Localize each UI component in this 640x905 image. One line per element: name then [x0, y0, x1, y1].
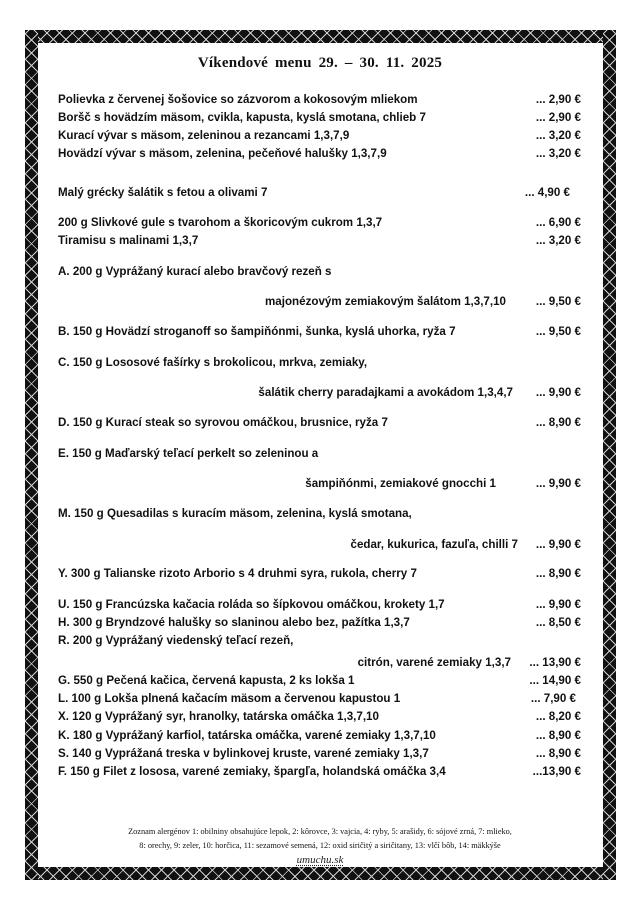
item-name: Boršč s hovädzím mäsom, cvikla, kapusta, kyslá smotana, chlieb 7: [58, 111, 426, 124]
menu-item-main-a: [58, 264, 586, 280]
item-name: Kurací vývar s mäsom, zeleninou a rezancami 1,3,7,9: [58, 129, 350, 142]
menu-item-main-e: [58, 446, 586, 462]
menu-item-special-g: [58, 673, 586, 689]
item-name-cont: šampiňónmi, zemiakové gnocchi 1: [305, 477, 496, 490]
menu-item-special-l: [58, 691, 586, 707]
menu-item-main-c: [58, 355, 586, 371]
item-price: ... 9,90 €: [535, 386, 581, 399]
menu-item-main-a-cont: [58, 294, 586, 310]
item-price: ... 2,90 €: [535, 111, 581, 124]
item-name: H. 300 g Bryndzové halušky so slaninou alebo bez, pažítka 1,3,7: [58, 616, 410, 629]
item-price: ... 9,90 €: [535, 538, 581, 551]
item-name: E. 150 g Maďarský teľací perkelt so zeleninou a: [58, 447, 319, 460]
menu-item-main-b: [58, 324, 586, 340]
item-price: ... 13,90 €: [529, 656, 581, 669]
item-name: K. 180 g Vyprážaný karfiol, tatárska omáčka, varené zemiaky 1,3,7,10: [58, 729, 436, 742]
item-name-cont: majonézovým zemiakovým šalátom 1,3,7,10: [264, 295, 506, 308]
item-name: Y. 300 g Talianske rizoto Arborio s 4 druhmi syra, rukola, cherry 7: [58, 567, 417, 580]
item-name: B. 150 g Hovädzí stroganoff so šampiňónmi, šunka, kyslá uhorka, ryža 7: [58, 325, 456, 338]
menu-item-special-s: [58, 746, 586, 762]
item-name: Tiramisu s malinami 1,3,7: [58, 234, 199, 247]
menu-item-special-k: [58, 728, 586, 744]
item-price: ... 8,50 €: [535, 616, 581, 629]
item-name-cont: citrón, varené zemiaky 1,3,7: [357, 656, 511, 669]
item-price: ... 9,50 €: [535, 295, 581, 308]
item-name: D. 150 g Kurací steak so syrovou omáčkou, brusnice, ryža 7: [58, 416, 388, 429]
item-name: G. 550 g Pečená kačica, červená kapusta, 2 ks lokša 1: [58, 674, 355, 687]
item-name: F. 150 g Filet z lososa, varené zemiaky, špargľa, holandská omáčka 3,4: [58, 765, 446, 778]
item-price: ... 3,20 €: [535, 147, 581, 160]
item-price: ...13,90 €: [532, 765, 581, 778]
menu-item-special-r: [58, 633, 586, 649]
item-name-cont: čedar, kukurica, fazuľa, chilli 7: [350, 538, 518, 551]
footer: [30, 825, 610, 868]
item-price: ... 9,50 €: [535, 325, 581, 338]
item-price: ... 9,90 €: [535, 477, 581, 490]
item-name: M. 150 g Quesadilas s kuracím mäsom, zelenina, kyslá smotana,: [58, 507, 412, 520]
menu-item-main-y: [58, 566, 586, 582]
item-price: ... 8,90 €: [535, 747, 581, 760]
menu-item-special-u: [58, 597, 586, 613]
allergens-line-2: 8: orechy, 9: zeler, 10: horčica, 11: sezamové semená, 12: oxid siričitý a siričitany, 13: vlčí bôb, 14: mäkkýše: [139, 841, 501, 850]
allergens-line-1: Zoznam alergénov 1: obilniny obsahujúce lepok, 2: kôrovce, 3: vajcia, 4: ryby, 5: arašidy, 6: sójové zrná, 7: mlieko,: [128, 827, 512, 836]
item-price: ... 8,90 €: [535, 567, 581, 580]
item-name: Hovädzí vývar s mäsom, zelenina, pečeňové halušky 1,3,7,9: [58, 147, 387, 160]
item-price: ... 6,90 €: [535, 216, 581, 229]
item-price: ... 8,20 €: [535, 710, 581, 723]
item-name: X. 120 g Vyprážaný syr, hranolky, tatárska omáčka 1,3,7,10: [58, 710, 379, 723]
menu-item-soup: [58, 128, 586, 144]
item-name-cont: šalátik cherry paradajkami a avokádom 1,3,4,7: [258, 386, 513, 399]
menu-item-special-x: [58, 709, 586, 725]
menu-item-special-f: [58, 764, 586, 780]
menu-item-main-m: [58, 506, 586, 522]
item-price: ... 8,90 €: [535, 729, 581, 742]
item-name: S. 140 g Vyprážaná treska v bylinkovej kruste, varené zemiaky 1,3,7: [58, 747, 429, 760]
item-name: 200 g Slivkové gule s tvarohom a škoricovým cukrom 1,3,7: [58, 216, 383, 229]
item-name: Malý grécky šalátik s fetou a olivami 7: [58, 186, 268, 199]
item-name: A. 200 g Vyprážaný kurací alebo bravčový rezeň s: [58, 265, 332, 278]
menu-item-soup: [58, 92, 586, 108]
menu-item-dessert: [58, 215, 586, 231]
item-price: ... 8,90 €: [535, 416, 581, 429]
item-price: ... 4,90 €: [524, 186, 570, 199]
menu-item-special-r-cont: [58, 655, 586, 671]
menu-item-dessert: [58, 233, 586, 249]
item-price: ... 3,20 €: [535, 129, 581, 142]
item-name: C. 150 g Lososové fašírky s brokolicou, mrkva, zemiaky,: [58, 356, 368, 369]
menu-item-special-h: [58, 615, 586, 631]
item-name: L. 100 g Lokša plnená kačacím mäsom a červenou kapustou 1: [58, 692, 401, 705]
item-name: U. 150 g Francúzska kačacia roláda so šípkovou omáčkou, krokety 1,7: [58, 598, 445, 611]
menu-title: Víkendové menu 29. – 30. 11. 2025: [197, 55, 443, 71]
menu-item-salad: [58, 185, 586, 201]
menu-item-main-c-cont: [58, 385, 586, 401]
item-price: ... 14,90 €: [529, 674, 581, 687]
item-price: ... 7,90 €: [530, 692, 576, 705]
item-price: ... 2,90 €: [535, 93, 581, 106]
item-name: R. 200 g Vyprážaný viedenský teľací rezeň,: [58, 634, 294, 647]
menu-item-main-m-cont: [58, 537, 586, 553]
item-price: ... 3,20 €: [535, 234, 581, 247]
menu-item-main-e-cont: [58, 476, 586, 492]
item-name: Polievka z červenej šošovice so zázvorom a kokosovým mliekom: [58, 93, 418, 106]
menu-item-soup: [58, 146, 586, 162]
item-price: ... 9,90 €: [535, 598, 581, 611]
menu-item-soup: [58, 110, 586, 126]
menu-item-main-d: [58, 415, 586, 431]
website-link[interactable]: umuchu.sk: [296, 854, 344, 866]
